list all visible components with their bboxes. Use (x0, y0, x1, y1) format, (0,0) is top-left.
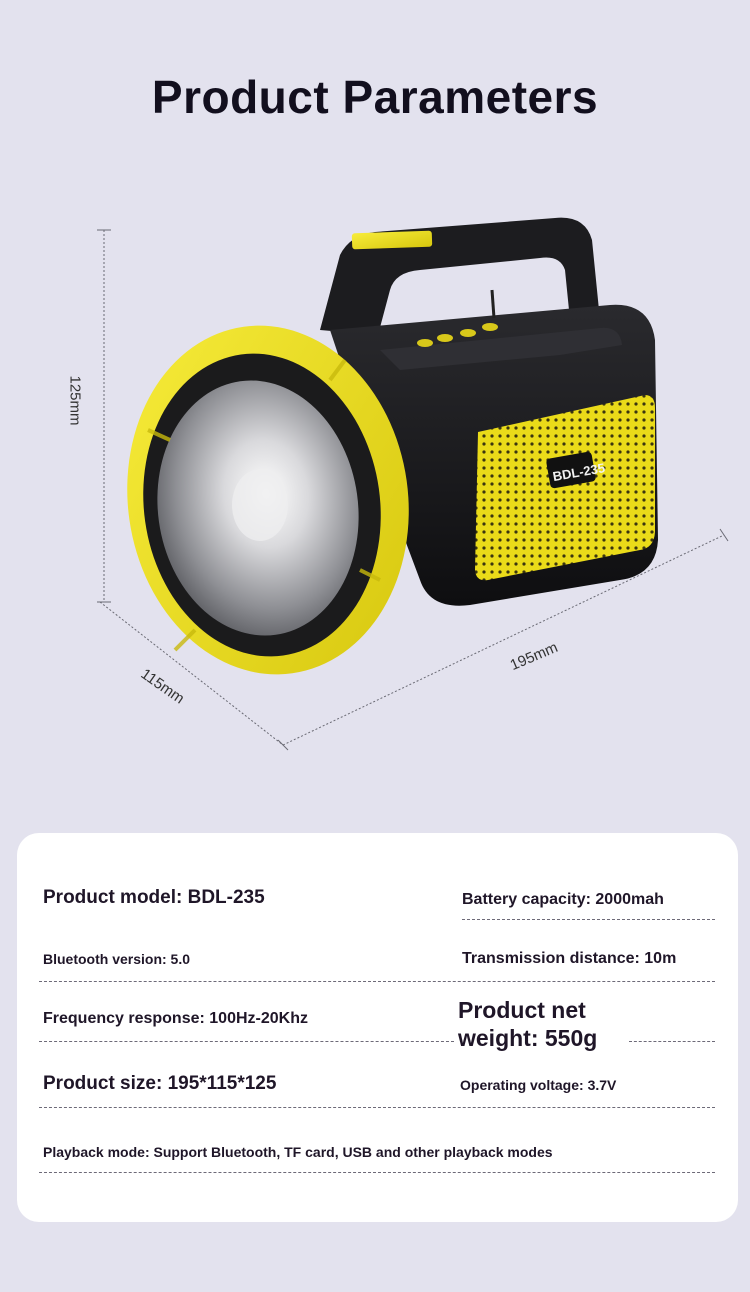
spec-playback: Playback mode: Support Bluetooth, TF card, USB and other playback modes (43, 1144, 553, 1160)
dimension-height: 125mm (66, 375, 84, 426)
dimension-depth: 115mm (137, 665, 188, 708)
dimension-width: 195mm (507, 638, 561, 675)
spec-battery: Battery capacity: 2000mah (462, 891, 664, 908)
spec-size: Product size: 195*115*125 (43, 1073, 277, 1094)
spec-bluetooth: Bluetooth version: 5.0 (43, 951, 191, 967)
spec-voltage: Operating voltage: 3.7V (460, 1077, 617, 1093)
spec-frequency: Frequency response: 100Hz-20Khz (43, 1010, 308, 1027)
spec-distance: Transmission distance: 10m (462, 950, 677, 967)
spec-weight-line1: Product net (458, 997, 586, 1023)
model-badge: BDL-235 (551, 460, 607, 485)
spec-weight-line2: weight: 550g (458, 1025, 598, 1051)
spec-model: Product model: BDL-235 (43, 887, 265, 908)
specs-card (17, 833, 738, 1222)
page-title: Product Parameters (151, 71, 599, 123)
